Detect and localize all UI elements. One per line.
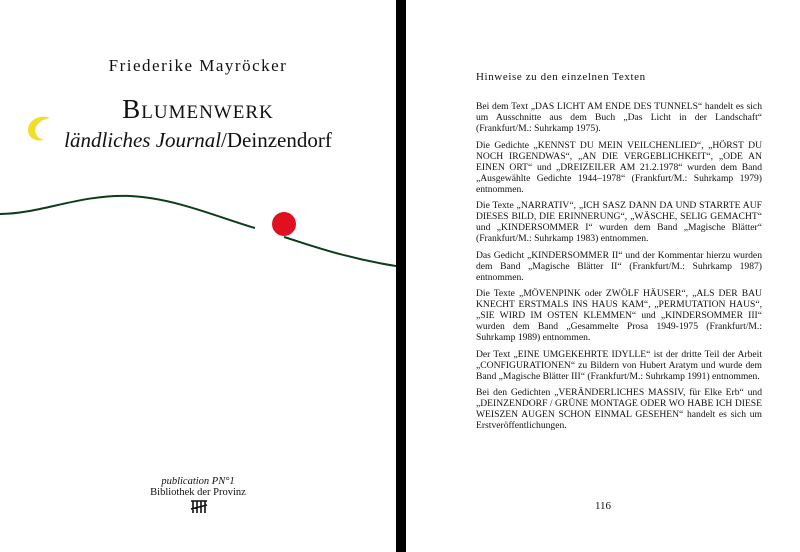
publisher-name: Bibliothek der Provinz — [150, 487, 246, 498]
notes-page — [406, 0, 800, 552]
notes-body — [476, 101, 762, 437]
notes-paragraph: Der Text „EINE UMGEKEHRTE IDYLLE“ ist der dritte Teil der Arbeit „CONFIGURATIONEN“ zu Bildern von Hubert Aratym und wurde dem Band „Magische Blätter III“ (Frankfurt/M.: Suhrkamp 1991) entnommen. — [476, 348, 762, 382]
notes-heading: Hinweise zu den einzelnen Texten — [476, 71, 646, 83]
notes-paragraph: Bei den Gedichten „VERÄNDERLICHES MASSIV, für Elke Erb“ und „DEINZENDORF / GRÜNE MONTAGE ODER WO HABE ICH DIESE WEISZEN AUGEN SCHON EINMAL GESEHEN“ handelt es sich um Erstveröffentlichungen. — [476, 387, 762, 431]
subtitle-place: Deinzendorf — [226, 128, 332, 152]
hill-line-descending — [284, 237, 396, 266]
publication-line: publication PN°1 — [161, 476, 235, 487]
notes-paragraph: Das Gedicht „KINDERSOMMER II“ und der Kommentar hierzu wurden dem Band „Magische Blätter II“ (Frankfurt/M.: Suhrkamp 1987) entnommen. — [476, 249, 762, 283]
notes-paragraph: Die Texte „NARRATIV“, „ICH SASZ DANN DA UND STARRTE AUF DIESES BILD, DIE ERINNERUNG“, „WÄSCHE, SELIG GEMACHT“ und „KINDERSOMMER I“ wurden dem Band „Magische Blätter“ (Frankfurt/M.: Suhrkamp 1983) entnommen. — [476, 200, 762, 244]
page-number: 116 — [594, 500, 612, 512]
title-page — [0, 0, 396, 552]
sun-icon — [272, 212, 296, 236]
publication-info — [0, 476, 396, 498]
notes-paragraph: Die Gedichte „KENNST DU MEIN VEILCHENLIED“, „HÖRST DU NOCH IRGENDWAS“, „AN DIE VERGEBLICHKEIT“, „ODE AN EINEN ORT“ und „DREIZEILER AM 21.2.1978“ wurden dem Band „Ausgewählte Gedichte 1944–1978“ (Frankfurt/M.: Suhrkamp 1979) entnommen. — [476, 139, 762, 195]
publisher-logo-icon — [190, 500, 208, 514]
notes-paragraph: Bei dem Text „DAS LICHT AM ENDE DES TUNNELS“ handelt es sich um Ausschnitte aus dem Buch „Das Licht in der Landschaft“ (Frankfurt/M.: Suhrkamp 1975). — [476, 101, 762, 134]
book-title: Blumenwerk — [122, 94, 274, 124]
hill-line — [0, 196, 255, 228]
author-name: Friederike Mayröcker — [108, 56, 288, 75]
landscape-illustration — [0, 110, 396, 280]
crescent-moon-icon — [28, 117, 50, 141]
subtitle-separator: / — [221, 128, 227, 152]
subtitle-italic: ländliches Journal — [64, 128, 222, 152]
notes-paragraph: Die Texte „MÖVENPINK oder ZWÖLF HÄUSER“, „ALS DER BAU KNECHT ERSTMALS INS HAUS KAM“, „PERMUTATION HAUS“, „SIE WIRD IM OSTEN KLEMMEN“ und „KINDERSOMMER III“ wurden dem Band „Gesammelte Prosa 1949-1975 (Frankfurt/M.: Suhrkamp 1989) entnommen. — [476, 288, 762, 343]
